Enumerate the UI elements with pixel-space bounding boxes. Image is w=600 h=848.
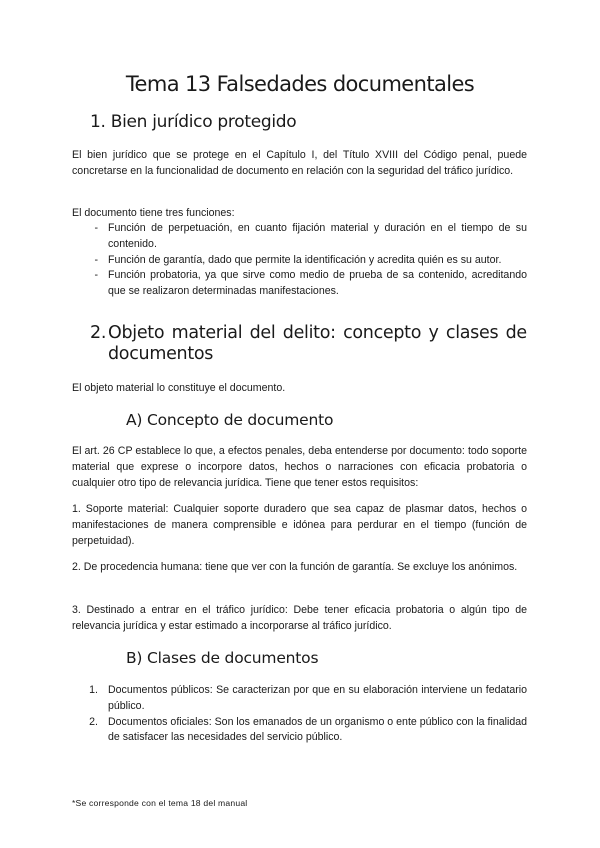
heading-word: concepto <box>343 323 422 343</box>
list-item-text: Documentos públicos: Se caracterizan por que en su elaboración interviene un fedatario público. <box>108 684 527 712</box>
section-1-heading: 1. Bien jurídico protegido <box>90 112 297 132</box>
list-item-text: Función de perpetuación, en cuanto fijación material y duración en el tiempo de su contenido. <box>108 222 527 250</box>
section-2-heading-line-2: documentos <box>108 344 214 364</box>
subsection-b-heading: B) Clases de documentos <box>126 649 319 667</box>
footnote: *Se corresponde con el tema 18 del manual <box>72 798 248 808</box>
requirement-1: 1. Soporte material: Cualquier soporte duradero que sea capaz de plasmar datos, hechos o manifestaciones de manera comprensible e idónea para perdurar en el tiempo (función de perpetuidad). <box>72 503 527 547</box>
requirement-3: 3. Destinado a entrar en el tráfico jurídico: Debe tener eficacia probatoria o algún tipo de relevancia jurídica y estar estimado a incorporarse al tráfico jurídico. <box>72 604 527 632</box>
list-number: 1. <box>89 684 98 696</box>
list-item-text: Función probatoria, ya que sirve como medio de prueba de sa contenido, acreditando que se realizaron determinadas manifestaciones. <box>108 269 527 298</box>
heading-word: material <box>171 323 243 343</box>
list-item-text: Función de garantía, dado que permite la identificación y acredita quién es su autor. <box>108 253 502 266</box>
bullet-marker: - <box>94 269 98 282</box>
list-item <box>72 221 527 253</box>
list-item <box>72 715 527 747</box>
heading-word: y <box>428 323 439 343</box>
section-1-paragraph-2: El documento tiene tres funciones: <box>72 207 235 219</box>
heading-word: de <box>505 323 527 343</box>
list-number: 2. <box>89 715 98 728</box>
heading-word: del <box>249 323 276 343</box>
document-classes-list <box>72 683 527 746</box>
requirement-2: 2. De procedencia humana: tiene que ver con la función de garantía. Se excluye los anónimos. <box>72 561 518 573</box>
section-2-number: 2. <box>90 323 107 343</box>
heading-word: clases <box>445 323 499 343</box>
section-1-paragraph-1: El bien jurídico que se protege en el Capítulo I, del Título XVIII del Código penal, puede concretarse en la funcionalidad de documento en relación con la seguridad del tráfico jurídico. <box>72 149 527 177</box>
list-item-text: Documentos oficiales: Son los emanados de un organismo o ente público con la finalidad de satisfacer las necesidades del servicio público. <box>108 715 527 744</box>
heading-word: delito: <box>282 323 336 343</box>
functions-list <box>72 221 527 300</box>
section-2-heading <box>90 323 527 365</box>
list-item <box>72 268 527 300</box>
list-item <box>72 253 527 269</box>
bullet-marker: - <box>94 222 98 234</box>
subsection-a-paragraph: El art. 26 CP establece lo que, a efectos penales, deba entenderse por documento: todo soporte material que exprese o incorpore datos, hechos o narraciones con eficacia probatoria o cualquier otro tipo de relevancia jurídica. Tiene que tener estos requisitos: <box>72 445 527 489</box>
section-2-intro: El objeto material lo constituye el documento. <box>72 382 286 394</box>
document-title: Tema 13 Falsedades documentales <box>125 72 475 96</box>
bullet-marker: - <box>94 253 98 266</box>
heading-word: Objeto <box>108 323 165 343</box>
list-item <box>72 683 527 715</box>
subsection-a-heading: A) Concepto de documento <box>126 411 334 429</box>
